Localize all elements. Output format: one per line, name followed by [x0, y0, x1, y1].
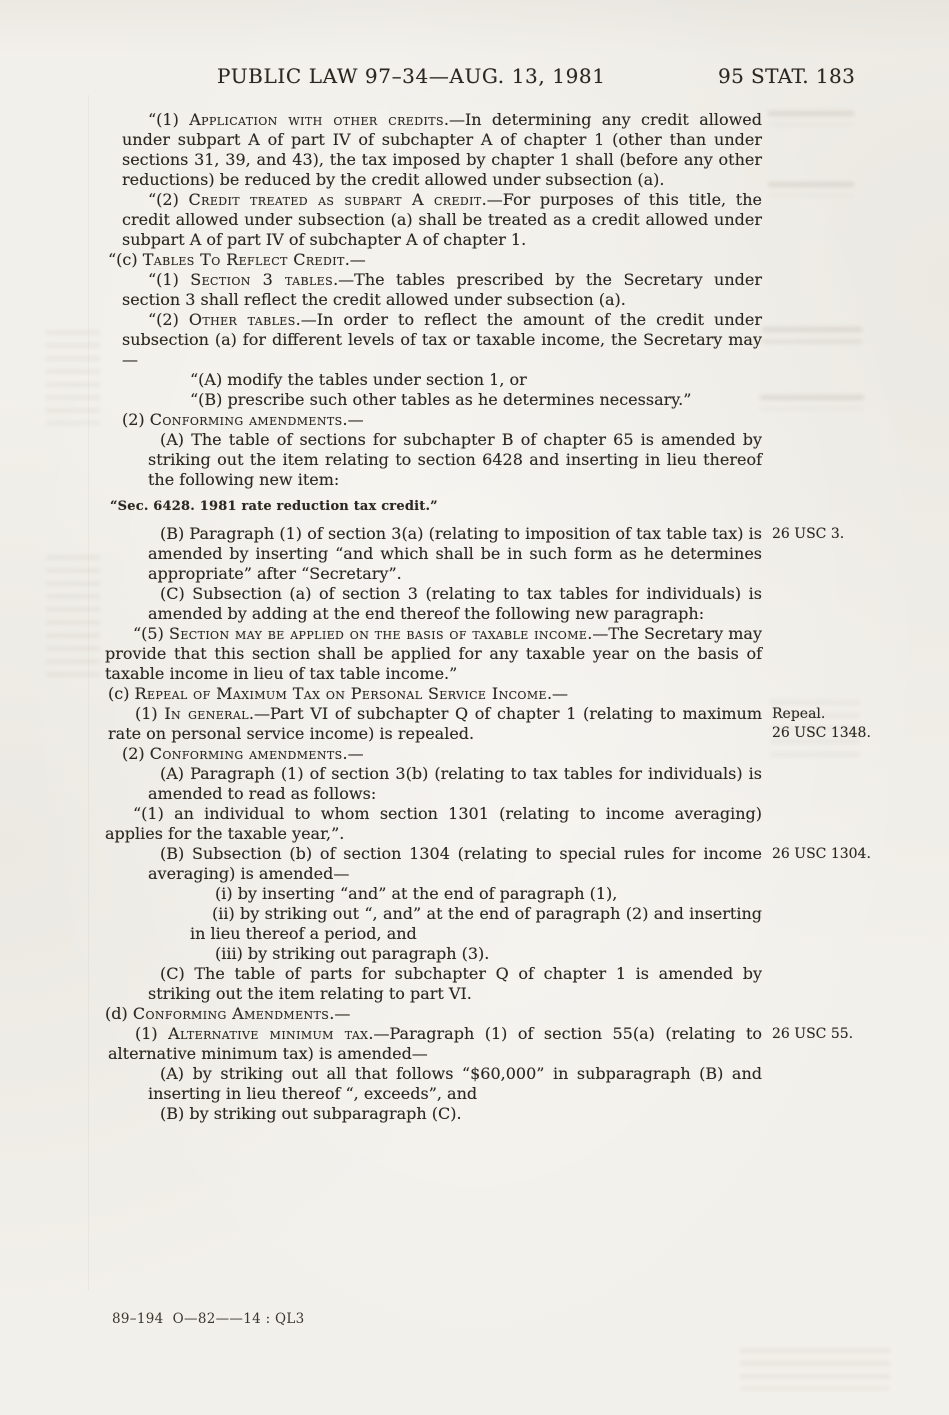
- bleed-through-smudge: [46, 330, 100, 425]
- statute-paragraph: (ii) by striking out “, and” at the end of paragraph (2) and inserting in lieu thereof a period, and: [190, 904, 762, 943]
- statute-paragraph: (1) In general.—Part VI of subchapter Q of chapter 1 (relating to maximum rate on personal service income) is repealed. Repeal. 26 USC 1348.: [108, 704, 871, 743]
- bleed-through-smudge: [768, 111, 854, 125]
- page-header-law-title: PUBLIC LAW 97–34—AUG. 13, 1981: [217, 64, 606, 88]
- scan-edge-artifact: [88, 95, 89, 1290]
- statute-paragraph: (B) by striking out subparagraph (C).: [160, 1104, 462, 1123]
- print-code: 89–194 O—82——14 : QL3: [112, 1311, 305, 1327]
- statute-paragraph: “(B) prescribe such other tables as he determines necessary.”: [190, 390, 692, 409]
- margin-note: Repeal. 26 USC 1348.: [772, 706, 871, 741]
- bleed-through-smudge: [768, 182, 854, 196]
- statute-paragraph: (c) Repeal of Maximum Tax on Personal Service Income.—: [108, 684, 569, 703]
- margin-note: 26 USC 1304.: [772, 846, 871, 862]
- statute-text: [105, 110, 871, 1124]
- bleed-through-smudge: [762, 327, 862, 343]
- statute-paragraph: (C) Subsection (a) of section 3 (relating to tax tables for individuals) is amended by adding at the end thereof the following new paragraph:: [148, 584, 762, 623]
- statute-paragraph: (d) Conforming Amendments.—: [105, 1004, 351, 1023]
- bleed-through-smudge: [740, 1348, 890, 1390]
- statute-paragraph: “Sec. 6428. 1981 rate reduction tax credit.”: [110, 499, 438, 514]
- statute-paragraph: “(5) Section may be applied on the basis of taxable income.—The Secretary may provide that this section shall be applied for any taxable year on the basis of taxable income in lieu of tax table income.”: [105, 624, 762, 683]
- statute-paragraph: (A) by striking out all that follows “$60,000” in subparagraph (B) and inserting in lieu thereof “, exceeds”, and: [148, 1064, 762, 1103]
- statute-paragraph: (B) Subsection (b) of section 1304 (relating to special rules for income averaging) is amended— 26 USC 1304.: [148, 844, 871, 883]
- margin-note: 26 USC 3.: [772, 526, 845, 542]
- statute-paragraph: “(1) Application with other credits.—In determining any credit allowed under subpart A of part IV of subchapter A of chapter 1 (other than under sections 31, 39, and 43), the tax imposed by chapter 1 shall (before any other reductions) be reduced by the credit allowed under subsection (a).: [122, 110, 762, 189]
- statute-paragraph: (C) The table of parts for subchapter Q of chapter 1 is amended by striking out the item relating to part VI.: [148, 964, 762, 1003]
- margin-note: 26 USC 55.: [772, 1026, 854, 1042]
- statute-paragraph: (1) Alternative minimum tax.—Paragraph (1) of section 55(a) (relating to alternative minimum tax) is amended— 26 USC 55.: [108, 1024, 854, 1063]
- statute-paragraph: “(A) modify the tables under section 1, or: [190, 370, 527, 389]
- statute-paragraph: (B) Paragraph (1) of section 3(a) (relating to imposition of tax table tax) is amended by inserting “and which shall be in such form as he determines appropriate” after “Secretary”. 26 USC 3.: [148, 524, 845, 583]
- statute-paragraph: “(2) Other tables.—In order to reflect the amount of the credit under subsection (a) for different levels of tax or taxable income, the Secretary may—: [122, 310, 762, 369]
- bleed-through-smudge: [760, 395, 864, 409]
- statute-paragraph: “(c) Tables To Reflect Credit.—: [108, 250, 366, 269]
- statute-paragraph: “(1) an individual to whom section 1301 (relating to income averaging) applies for the taxable year,”.: [105, 804, 762, 843]
- statute-paragraph: (i) by inserting “and” at the end of paragraph (1),: [215, 884, 618, 903]
- statute-paragraph: (A) Paragraph (1) of section 3(b) (relating to tax tables for individuals) is amended to read as follows:: [148, 764, 762, 803]
- statute-paragraph: “(1) Section 3 tables.—The tables prescribed by the Secretary under section 3 shall reflect the credit allowed under subsection (a).: [122, 270, 762, 309]
- page-header-stat-number: 95 STAT. 183: [718, 64, 856, 88]
- statute-paragraph: (iii) by striking out paragraph (3).: [215, 944, 490, 963]
- statute-paragraph: (A) The table of sections for subchapter B of chapter 65 is amended by striking out the item relating to section 6428 and inserting in lieu thereof the following new item:: [148, 430, 762, 489]
- statute-paragraph: “(2) Credit treated as subpart A credit.—For purposes of this title, the credit allowed under subsection (a) shall be treated as a credit allowed under subpart A of part IV of subchapter A of chapter 1.: [122, 190, 762, 249]
- statute-paragraph: (2) Conforming amendments.—: [122, 410, 364, 429]
- bleed-through-smudge: [46, 555, 100, 685]
- statute-paragraph: (2) Conforming amendments.—: [122, 744, 364, 763]
